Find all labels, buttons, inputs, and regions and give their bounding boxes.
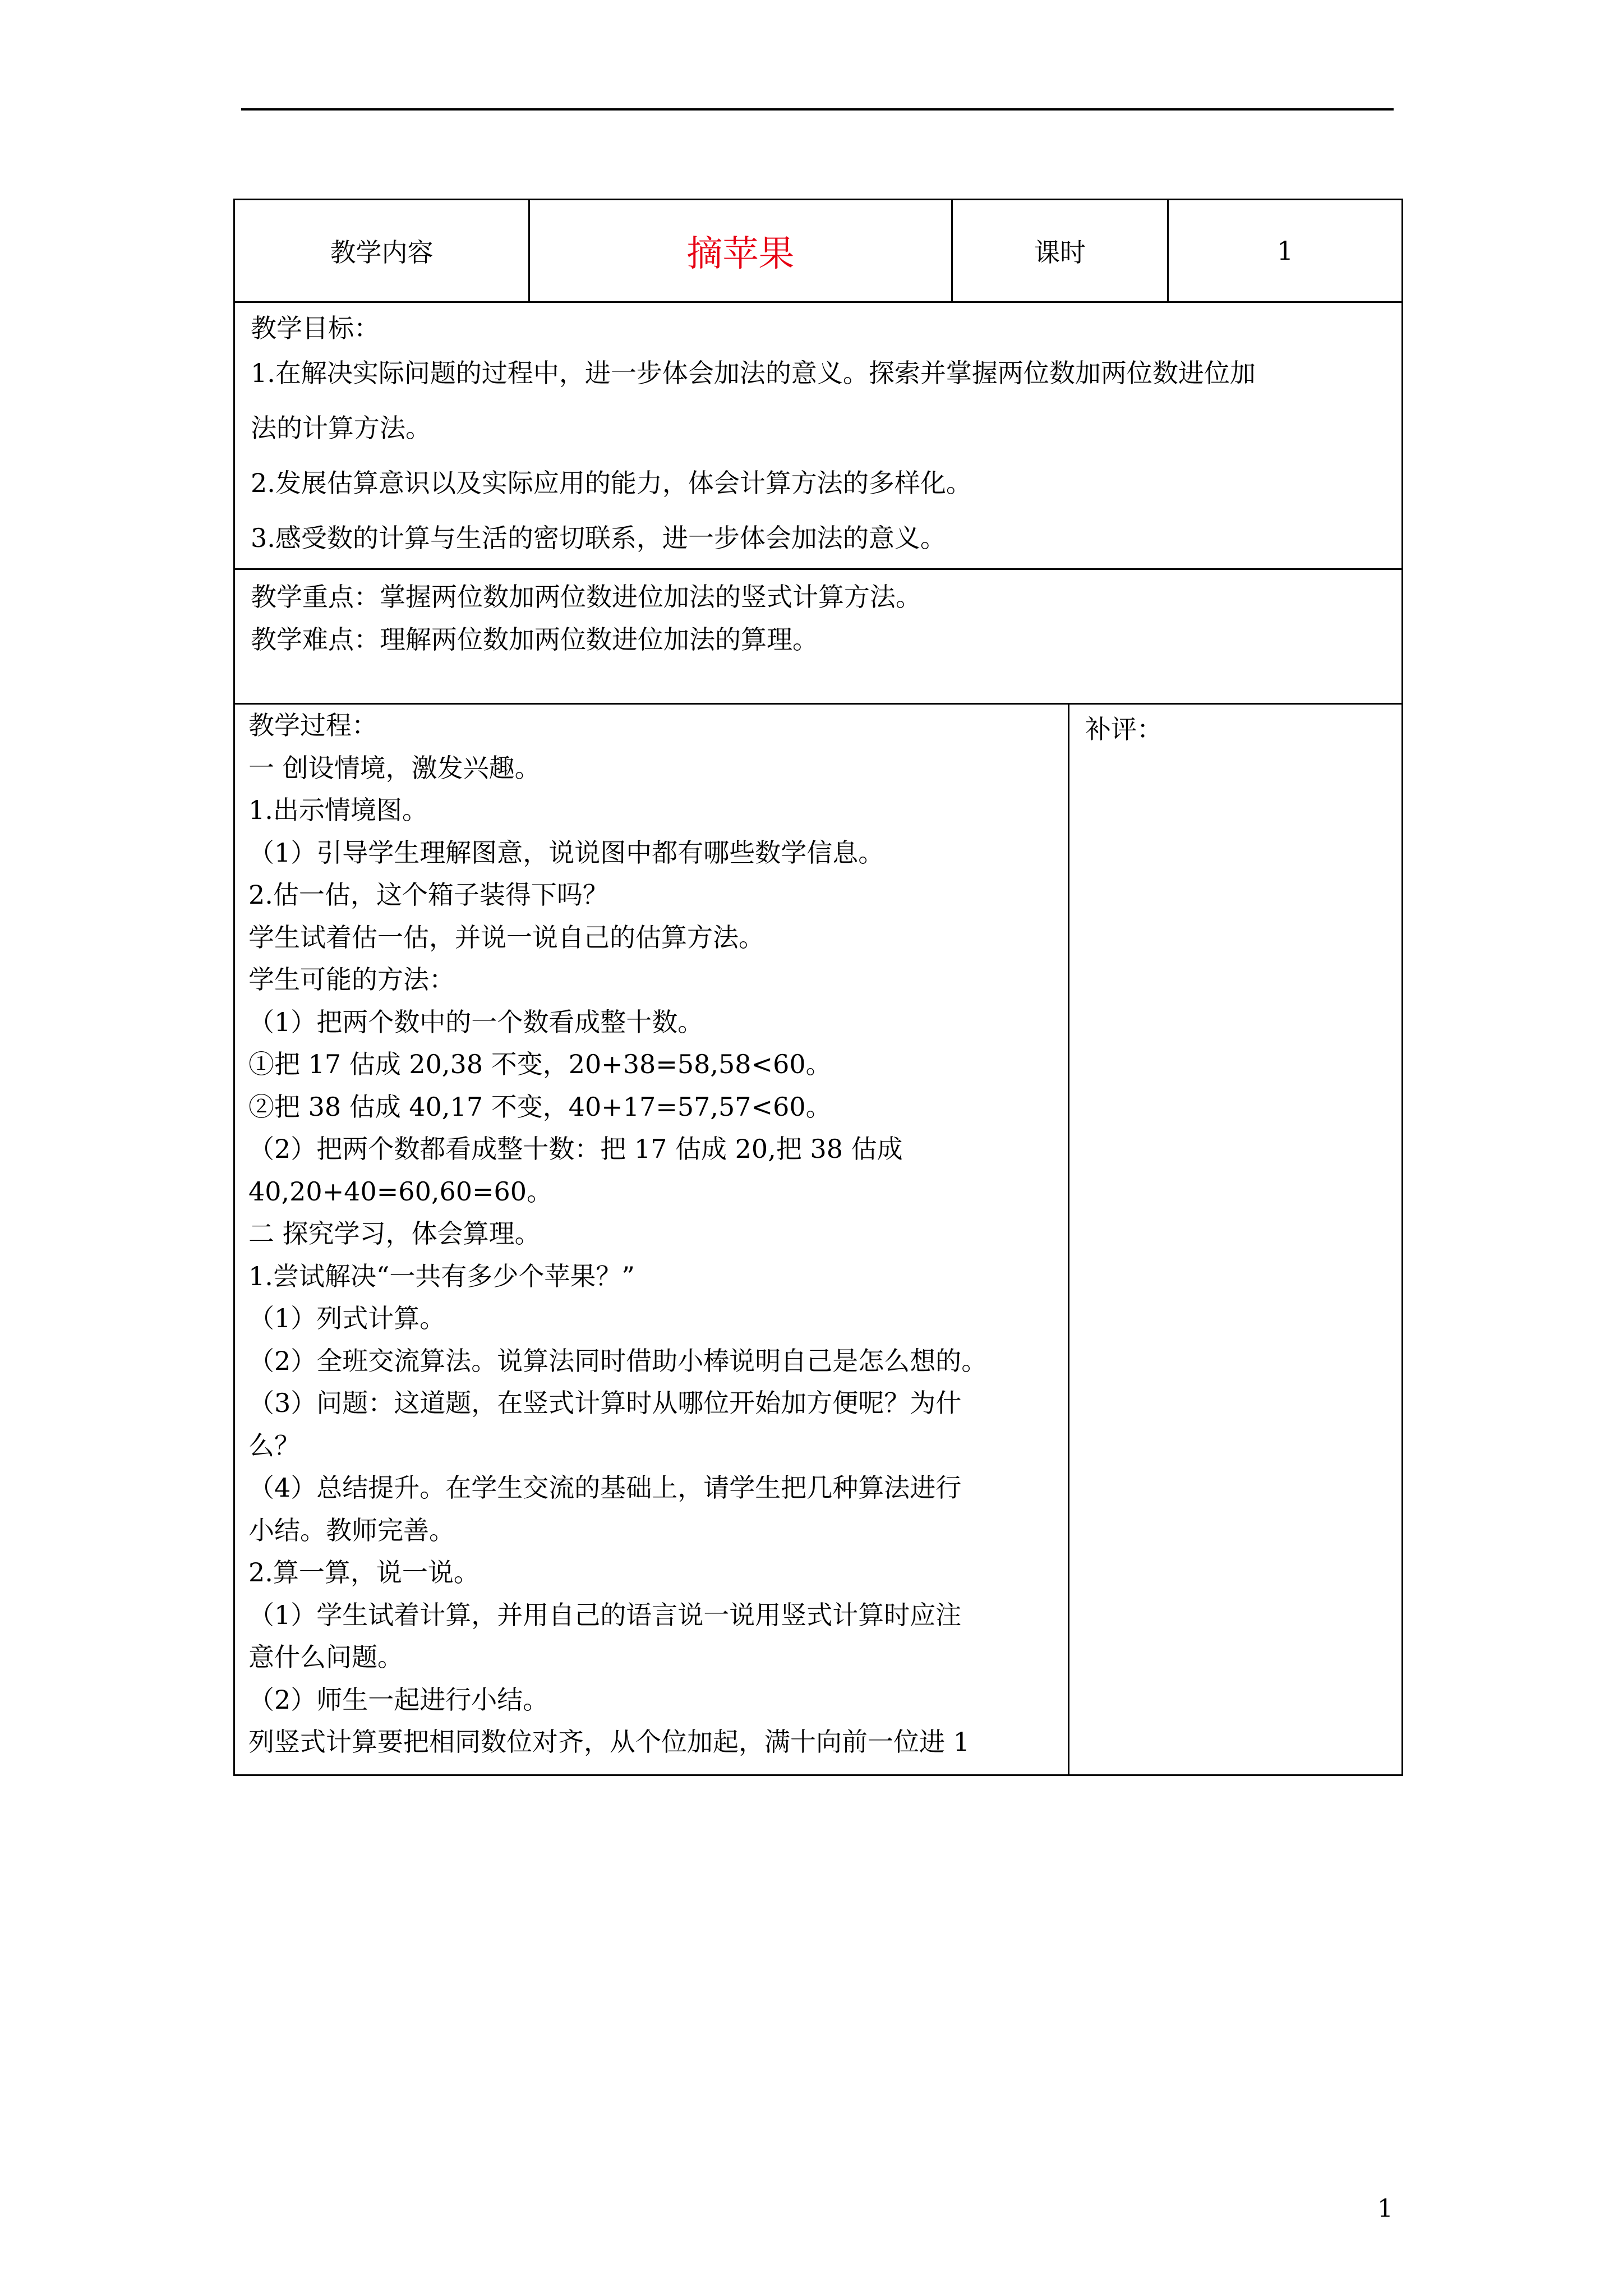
content-label: 教学内容	[330, 237, 434, 268]
process-line: （1）学生试着计算，并用自己的语言说一说用竖式计算时应注	[248, 1599, 962, 1630]
process-line: （2）全班交流算法。说算法同时借助小棒说明自己是怎么想的。	[248, 1345, 988, 1376]
page-number: 1	[1377, 2194, 1393, 2223]
objective-line: 2.发展估算意识以及实际应用的能力，体会计算方法的多样化。	[251, 468, 972, 498]
process-line: （3）问题：这道题，在竖式计算时从哪位开始加方便呢？为什	[248, 1388, 962, 1418]
process-line: 教学过程：	[248, 710, 377, 740]
header-rule	[241, 108, 1394, 111]
note-column	[1069, 705, 1401, 1774]
objective-line: 法的计算方法。	[251, 413, 431, 443]
period-label: 课时	[951, 200, 1167, 301]
lesson-title: 摘苹果	[686, 233, 795, 275]
process-line: ①把 17 估成 20,38 不变，20+38=58,58<60。	[248, 1049, 832, 1079]
process-line: 列竖式计算要把相同数位对齐，从个位加起，满十向前一位进 1	[248, 1727, 970, 1757]
process-line: （2）把两个数都看成整十数：把 17 估成 20,把 38 估成	[248, 1134, 903, 1164]
process-line: 学生试着估一估，并说一说自己的估算方法。	[248, 922, 764, 953]
period-value: 1	[1167, 200, 1401, 301]
process-line: 小结。教师完善。	[248, 1515, 455, 1545]
process-line: 意什么问题。	[248, 1642, 403, 1672]
process-line: （4）总结提升。在学生交流的基础上，请学生把几种算法进行	[248, 1473, 962, 1503]
objective-line: 3.感受数的计算与生活的密切联系，进一步体会加法的意义。	[251, 523, 946, 553]
process-section	[235, 703, 1401, 1774]
process-line: （1）把两个数中的一个数看成整十数。	[248, 1006, 704, 1037]
objective-line: 1.在解决实际问题的过程中，进一步体会加法的意义。探索并掌握两位数加两位数进位加	[251, 358, 1256, 388]
process-line: 2.算一算，说一说。	[248, 1557, 479, 1588]
process-line: 40,20+40=60,60=60。	[248, 1176, 553, 1207]
process-line: 一 创设情境，激发兴趣。	[248, 752, 541, 783]
lesson-plan-table	[233, 199, 1403, 1776]
process-line: 二 探究学习，体会算理。	[248, 1218, 541, 1249]
process-line: 么？	[248, 1430, 300, 1461]
difficulty: 教学难点：理解两位数加两位数进位加法的算理。	[251, 624, 818, 655]
process-line: ②把 38 估成 40,17 不变，40+17=57,57<60。	[248, 1091, 832, 1122]
process-line: （2）师生一起进行小结。	[248, 1684, 549, 1715]
lesson-title-cell	[528, 200, 951, 301]
info-row	[235, 200, 1401, 301]
process-line: 1.尝试解决“一共有多少个苹果？”	[248, 1260, 635, 1291]
process-line: 1.出示情境图。	[248, 795, 428, 825]
focus-section	[235, 568, 1401, 703]
process-line: （1）列式计算。	[248, 1303, 446, 1333]
process-column	[235, 705, 1069, 1774]
key-point: 教学重点：掌握两位数加两位数进位加法的竖式计算方法。	[251, 582, 921, 612]
process-line: 2.估一估，这个箱子装得下吗？	[248, 880, 608, 910]
note-label: 补评：	[1085, 714, 1163, 744]
process-line: （1）引导学生理解图意，说说图中都有哪些数学信息。	[248, 837, 884, 868]
process-line: 学生可能的方法：	[248, 964, 455, 995]
objectives-section	[235, 301, 1401, 568]
objectives-heading: 教学目标：	[251, 313, 380, 343]
